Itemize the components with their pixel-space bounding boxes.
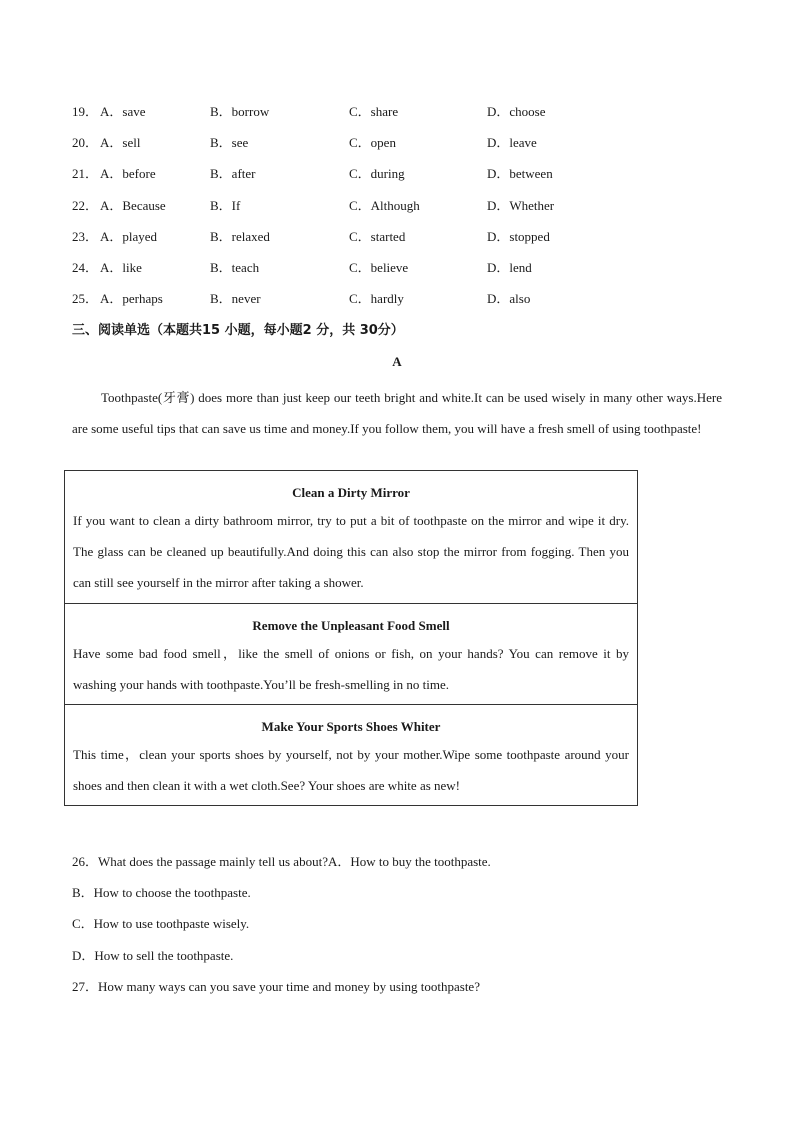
tip-body: If you want to clean a dirty bathroom mirror, try to put a bit of toothpaste on the mirror and wipe it dry. The glass can be cleaned up beautifully.And doing this can also stop the mirror from fogging. Then you can still see yourself in the mirror after taking a shower.: [73, 513, 629, 591]
question-26-option-b: B．How to choose the toothpaste.: [72, 885, 251, 901]
choice-row-24: [72, 257, 732, 288]
question-number: 20．: [72, 135, 99, 151]
choice-row-25: [72, 288, 732, 319]
option-a: A．Because: [100, 197, 166, 213]
option-a: A．perhaps: [100, 291, 163, 307]
option-d: D．Whether: [487, 197, 555, 213]
option-b: B．never: [210, 291, 261, 307]
tip-title: Clean a Dirty Mirror: [292, 485, 410, 500]
question-list: [72, 851, 732, 1007]
option-d: D．choose: [487, 104, 546, 119]
question-26-option-c: C．How to use toothpaste wisely.: [72, 916, 250, 932]
option-b: B．If: [210, 197, 241, 213]
option-d: D．stopped: [487, 228, 550, 244]
choice-row-21: [72, 163, 732, 194]
choice-row-19: [72, 101, 732, 132]
choice-row-23: [72, 226, 732, 257]
option-a: A．save: [100, 104, 146, 119]
question-number: 25．: [72, 291, 99, 307]
option-b: B．after: [210, 166, 256, 182]
option-d: D．also: [487, 291, 531, 307]
choice-row-20: [72, 132, 732, 163]
choice-row-22: [72, 195, 732, 226]
question-number: 24．: [72, 259, 99, 275]
option-d: D．leave: [487, 135, 537, 151]
option-c: C．share: [349, 104, 399, 119]
question-26: 26．What does the passage mainly tell us about?A．How to buy the toothpaste.: [72, 854, 491, 869]
question-number: 21．: [72, 166, 99, 182]
option-a: A．before: [100, 166, 156, 182]
section-heading: 三、阅读单选（本题共15 小题，每小题2 分，共 30分）: [72, 323, 404, 338]
option-d: D．between: [487, 166, 553, 182]
passage-letter: A: [392, 354, 402, 369]
tip-body: This time，clean your sports shoes by yourself, not by your mother.Wipe some toothpaste around your shoes and then clean it with a wet cloth.See? Your shoes are white as new!: [73, 747, 629, 794]
option-b: B．relaxed: [210, 228, 270, 244]
question-number: 23．: [72, 228, 99, 244]
option-c: C．open: [349, 135, 396, 151]
option-c: C．believe: [349, 259, 409, 275]
tip-body: Have some bad food smell，like the smell of onions or fish, on your hands? You can remove it by washing your hands with toothpaste.You’ll be fresh-smelling in no time.: [73, 645, 629, 692]
tip-block-mirror: [65, 471, 637, 604]
tip-block-shoes: [65, 705, 637, 805]
option-b: B．borrow: [210, 104, 270, 119]
question-27: 27．How many ways can you save your time and money by using toothpaste?: [72, 978, 480, 994]
choice-list: [72, 101, 732, 319]
question-number: 19．: [72, 104, 99, 119]
question-26-option-d: D．How to sell the toothpaste.: [72, 947, 234, 963]
passage-intro: Toothpaste(牙膏) does more than just keep our teeth bright and white.It can be used wisely in many other ways.Here are some useful tips that can save us time and money.If you follow them, you will have a fresh smell of using toothpaste!: [72, 390, 722, 437]
option-c: C．during: [349, 166, 405, 182]
option-c: C．Although: [349, 197, 420, 213]
tip-title: Make Your Sports Shoes Whiter: [261, 719, 441, 735]
tip-block-food-smell: [65, 604, 637, 705]
tip-title: Remove the Unpleasant Food Smell: [252, 617, 450, 633]
option-d: D．lend: [487, 259, 532, 275]
option-a: A．like: [100, 259, 142, 275]
tips-table: [64, 470, 638, 806]
option-c: C．started: [349, 228, 406, 244]
option-a: A．played: [100, 228, 158, 244]
option-a: A．sell: [100, 135, 141, 151]
option-b: B．teach: [210, 259, 260, 275]
question-number: 22．: [72, 197, 99, 213]
option-b: B．see: [210, 135, 249, 151]
option-c: C．hardly: [349, 291, 404, 307]
